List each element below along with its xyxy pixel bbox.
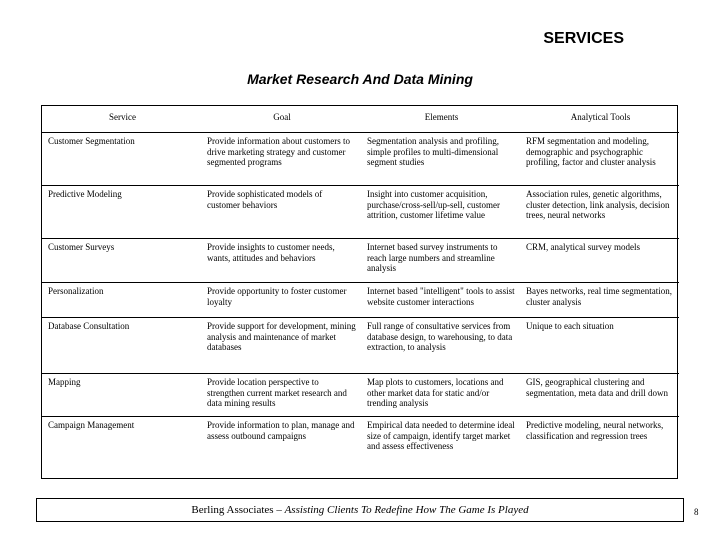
tools-cell: RFM segmentation and modeling, demographic and psychographic profiling, factor and cluster analysis xyxy=(526,136,656,167)
table-row xyxy=(42,374,679,417)
service-cell: Mapping xyxy=(42,374,201,417)
page-number: 8 xyxy=(694,507,699,517)
company-name: Berling Associates – xyxy=(191,504,285,516)
elements-cell: Internet based "intelligent" tools to assist website customer interactions xyxy=(361,283,520,318)
column-header-elements: Elements xyxy=(424,112,459,122)
elements-cell: Segmentation analysis and profiling, simple profiles to multi-dimensional segment studies xyxy=(367,136,499,167)
page-title: SERVICES xyxy=(543,30,624,47)
elements-cell: Full range of consultative services from database design, to warehousing, to data extraction, to analysis xyxy=(361,318,520,374)
tools-cell: GIS, geographical clustering and segmentation, meta data and drill down xyxy=(520,374,679,417)
table-row xyxy=(42,283,679,318)
elements-cell: Internet based survey instruments to reach large numbers and streamline analysis xyxy=(361,239,520,283)
table-row xyxy=(42,186,679,239)
goal-cell: Provide information about customers to drive marketing strategy and customer segmented programs xyxy=(207,136,350,167)
elements-cell: Insight into customer acquisition, purchase/cross-sell/up-sell, customer attrition, customer lifetime value xyxy=(361,186,520,239)
column-header-goal: Goal xyxy=(273,112,291,122)
tools-cell: Unique to each situation xyxy=(520,318,679,374)
service-cell: Campaign Management xyxy=(42,417,201,470)
service-cell: Customer Surveys xyxy=(42,239,201,283)
services-table xyxy=(41,105,678,479)
goal-cell: Provide opportunity to foster customer loyalty xyxy=(201,283,361,318)
table-row xyxy=(42,417,679,470)
service-cell: Predictive Modeling xyxy=(42,186,201,239)
tools-cell: CRM, analytical survey models xyxy=(520,239,679,283)
service-cell: Customer Segmentation xyxy=(48,136,135,146)
section-subtitle: Market Research And Data Mining xyxy=(247,71,473,87)
table-row xyxy=(42,318,679,374)
elements-cell: Map plots to customers, locations and other market data for static and/or trending analysis xyxy=(361,374,520,417)
tools-cell: Association rules, genetic algorithms, cluster detection, link analysis, decision trees, neural networks xyxy=(520,186,679,239)
goal-cell: Provide information to plan, manage and assess outbound campaigns xyxy=(201,417,361,470)
column-header-service: Service xyxy=(109,112,136,122)
goal-cell: Provide support for development, mining analysis and maintenance of market databases xyxy=(201,318,361,374)
tools-cell: Predictive modeling, neural networks, classification and regression trees xyxy=(520,417,679,470)
tools-cell: Bayes networks, real time segmentation, cluster analysis xyxy=(520,283,679,318)
goal-cell: Provide insights to customer needs, wants, attitudes and behaviors xyxy=(201,239,361,283)
goal-cell: Provide location perspective to strengthen current market research and data mining results xyxy=(201,374,361,417)
goal-cell: Provide sophisticated models of customer behaviors xyxy=(201,186,361,239)
table-row xyxy=(42,133,679,186)
service-cell: Personalization xyxy=(42,283,201,318)
column-header-analytical-tools: Analytical Tools xyxy=(570,112,631,122)
table-header-row xyxy=(42,106,679,133)
company-tagline: Assisting Clients To Redefine How The Game Is Played xyxy=(284,504,529,516)
table-row xyxy=(42,239,679,283)
footer-banner xyxy=(36,498,684,522)
service-cell: Database Consultation xyxy=(42,318,201,374)
elements-cell: Empirical data needed to determine ideal size of campaign, identify target market and assess effectiveness xyxy=(361,417,520,470)
